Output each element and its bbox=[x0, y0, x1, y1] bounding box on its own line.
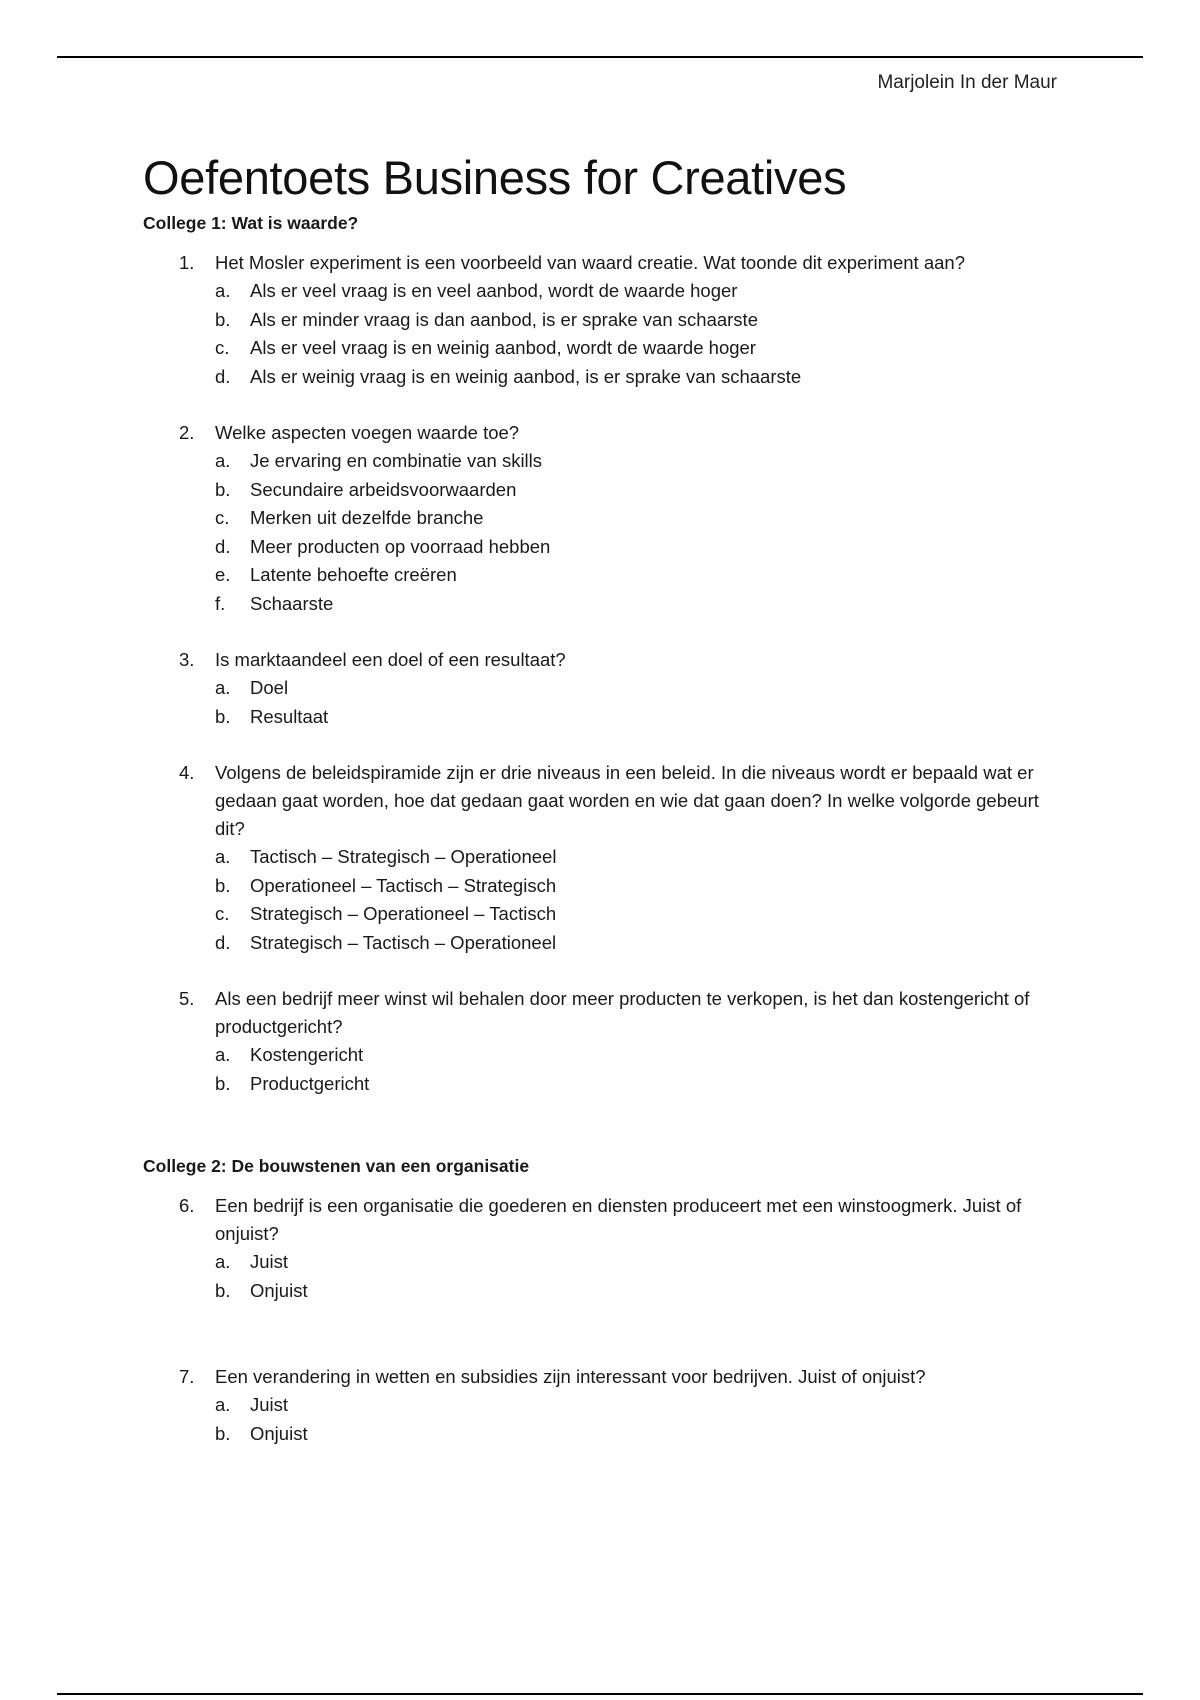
option-text: Schaarste bbox=[250, 592, 334, 614]
question-text: Volgens de beleidspiramide zijn er drie niveaus in een beleid. In die niveaus wordt er bepaald wat er gedaan gaat worden, hoe dat gedaan gaat worden en wie dat gaan doen? In welke volgorde gebeurt dit? bbox=[215, 762, 1039, 839]
answer-options bbox=[215, 1391, 1073, 1448]
option-letter: c. bbox=[215, 337, 230, 358]
option-text: Tactisch – Strategisch – Operationeel bbox=[250, 846, 557, 867]
question-text: Is marktaandeel een doel of een resultaat? bbox=[215, 649, 566, 670]
option-letter: c. bbox=[215, 507, 230, 528]
answer-option bbox=[215, 929, 1073, 958]
option-letter: b. bbox=[215, 705, 231, 727]
answer-option bbox=[215, 1070, 1073, 1099]
question-number: 3. bbox=[179, 649, 195, 670]
section-heading-college-2: College 2: De bouwstenen van een organisatie bbox=[143, 1156, 530, 1176]
option-letter: a. bbox=[215, 450, 231, 471]
option-text: Productgericht bbox=[250, 1072, 370, 1094]
section-heading-college-1: College 1: Wat is waarde? bbox=[143, 213, 359, 233]
answer-options bbox=[215, 674, 1073, 731]
option-letter: c. bbox=[215, 903, 230, 924]
question-4 bbox=[143, 759, 1073, 957]
option-text: Latente behoefte creëren bbox=[250, 564, 457, 585]
answer-option bbox=[215, 872, 1073, 901]
question-number: 1. bbox=[179, 252, 195, 273]
question-text: Als een bedrijf meer winst wil behalen door meer producten te verkopen, is het dan kostengericht of productgericht? bbox=[215, 988, 1030, 1037]
option-text: Meer producten op voorraad hebben bbox=[250, 535, 551, 557]
answer-options bbox=[215, 843, 1073, 957]
answer-option bbox=[215, 533, 1073, 562]
question-text: Een verandering in wetten en subsidies zijn interessant voor bedrijven. Juist of onjuist? bbox=[215, 1366, 926, 1387]
option-text: Je ervaring en combinatie van skills bbox=[250, 450, 543, 471]
option-text: Resultaat bbox=[250, 705, 329, 727]
option-text: Secundaire arbeidsvoorwaarden bbox=[250, 478, 517, 500]
question-1 bbox=[143, 249, 1073, 391]
answer-option bbox=[215, 1248, 1073, 1277]
option-letter: a. bbox=[215, 1044, 231, 1065]
question-text: Het Mosler experiment is een voorbeeld van waard creatie. Wat toonde dit experiment aan? bbox=[215, 252, 965, 273]
question-number: 4. bbox=[179, 762, 195, 783]
option-text: Onjuist bbox=[250, 1279, 308, 1301]
answer-option bbox=[215, 476, 1073, 505]
question-2 bbox=[143, 419, 1073, 618]
question-5 bbox=[143, 985, 1073, 1098]
option-text: Merken uit dezelfde branche bbox=[250, 507, 484, 528]
option-letter: a. bbox=[215, 677, 231, 698]
answer-options bbox=[215, 1041, 1073, 1098]
question-7 bbox=[143, 1363, 1073, 1448]
option-text: Strategisch – Tactisch – Operationeel bbox=[250, 931, 557, 953]
answer-option bbox=[215, 590, 1073, 619]
answer-option bbox=[215, 277, 1073, 306]
option-text: Strategisch – Operationeel – Tactisch bbox=[250, 903, 557, 924]
option-text: Juist bbox=[250, 1251, 289, 1272]
answer-option bbox=[215, 1277, 1073, 1306]
option-letter: a. bbox=[215, 846, 231, 867]
answer-option bbox=[215, 1041, 1073, 1070]
option-letter: d. bbox=[215, 535, 231, 557]
answer-options bbox=[215, 277, 1073, 391]
question-6 bbox=[143, 1192, 1073, 1305]
option-letter: f. bbox=[215, 592, 226, 614]
document-body bbox=[143, 150, 1073, 1448]
option-text: Doel bbox=[250, 677, 289, 698]
option-letter: b. bbox=[215, 1422, 231, 1444]
option-letter: b. bbox=[215, 1072, 231, 1094]
option-text: Als er weinig vraag is en weinig aanbod, is er sprake van schaarste bbox=[250, 365, 802, 387]
option-letter: b. bbox=[215, 478, 231, 500]
answer-option bbox=[215, 334, 1073, 363]
question-number: 2. bbox=[179, 422, 195, 443]
bottom-rule bbox=[57, 1693, 1143, 1695]
option-letter: d. bbox=[215, 365, 231, 387]
option-text: Onjuist bbox=[250, 1422, 308, 1444]
answer-option bbox=[215, 561, 1073, 590]
answer-option bbox=[215, 306, 1073, 335]
answer-options bbox=[215, 1248, 1073, 1305]
answer-option bbox=[215, 843, 1073, 872]
answer-option bbox=[215, 703, 1073, 732]
author-name: Marjolein In der Maur bbox=[877, 72, 1057, 93]
option-letter: d. bbox=[215, 931, 231, 953]
answer-option bbox=[215, 363, 1073, 392]
option-text: Kostengericht bbox=[250, 1044, 364, 1065]
option-letter: a. bbox=[215, 1251, 231, 1272]
answer-option bbox=[215, 1391, 1073, 1420]
option-letter: a. bbox=[215, 280, 231, 301]
answer-option bbox=[215, 1420, 1073, 1449]
answer-option bbox=[215, 674, 1073, 703]
option-letter: b. bbox=[215, 874, 231, 896]
option-letter: a. bbox=[215, 1394, 231, 1415]
answer-option bbox=[215, 504, 1073, 533]
option-text: Als er minder vraag is dan aanbod, is er sprake van schaarste bbox=[250, 308, 758, 330]
answer-option bbox=[215, 447, 1073, 476]
answer-options bbox=[215, 447, 1073, 618]
question-number: 6. bbox=[179, 1195, 195, 1216]
question-number: 5. bbox=[179, 988, 195, 1009]
top-rule bbox=[57, 56, 1143, 58]
question-text: Een bedrijf is een organisatie die goederen en diensten produceert met een winstoogmerk. Juist of onjuist? bbox=[215, 1195, 1022, 1244]
question-number: 7. bbox=[179, 1366, 195, 1387]
option-text: Als er veel vraag is en veel aanbod, wordt de waarde hoger bbox=[250, 280, 738, 301]
question-3 bbox=[143, 646, 1073, 731]
option-text: Operationeel – Tactisch – Strategisch bbox=[250, 874, 557, 896]
page-title: Oefentoets Business for Creatives bbox=[143, 151, 847, 204]
answer-option bbox=[215, 900, 1073, 929]
option-letter: b. bbox=[215, 308, 231, 330]
option-letter: b. bbox=[215, 1279, 231, 1301]
option-text: Als er veel vraag is en weinig aanbod, wordt de waarde hoger bbox=[250, 337, 756, 358]
option-letter: e. bbox=[215, 564, 231, 585]
option-text: Juist bbox=[250, 1394, 289, 1415]
question-text: Welke aspecten voegen waarde toe? bbox=[215, 422, 520, 443]
